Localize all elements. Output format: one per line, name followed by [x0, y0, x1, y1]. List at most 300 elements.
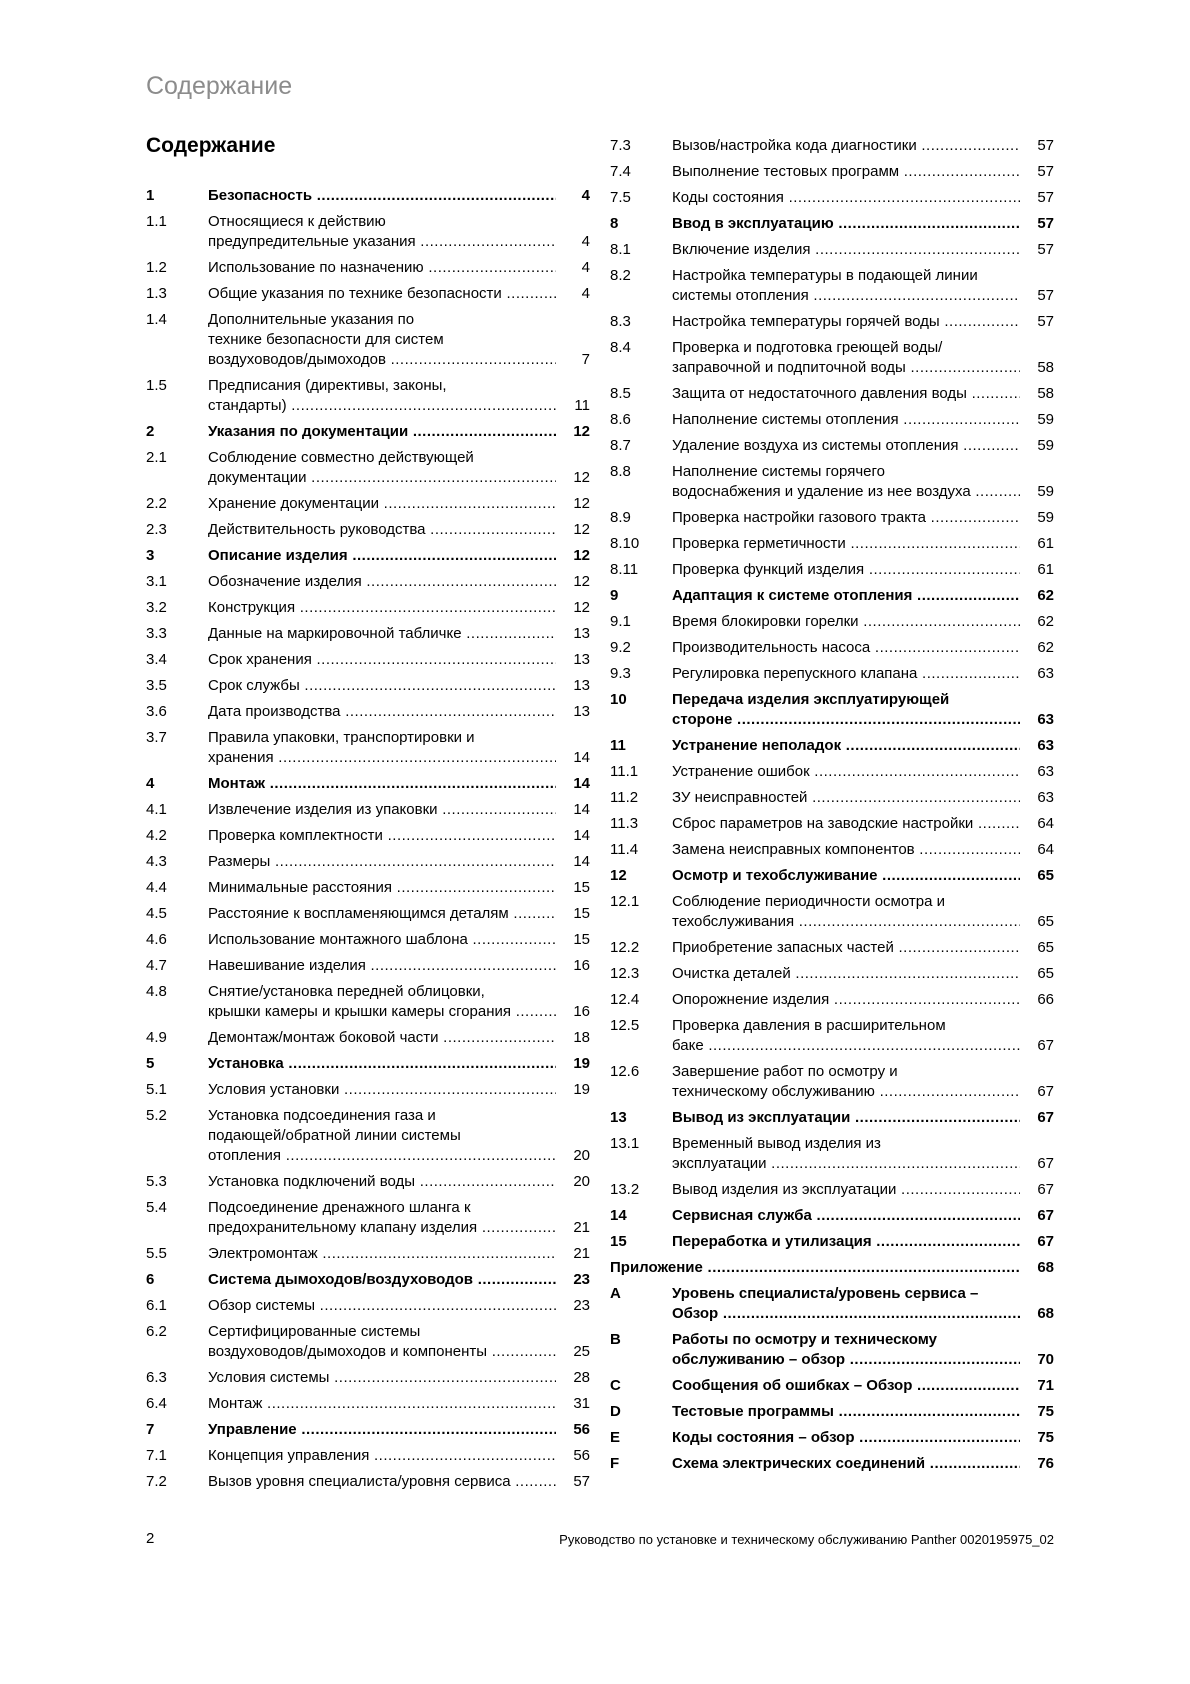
toc-entry-number: 6.1: [146, 1297, 167, 1314]
toc-entry-page: 57: [1024, 162, 1054, 182]
toc-entry[interactable]: [146, 1368, 590, 1388]
toc-entry-page: 68: [1024, 1304, 1054, 1324]
toc-entry-title: Соблюдение периодичности осмотра и: [672, 893, 945, 910]
toc-entry-title: Дополнительные указания по: [208, 311, 415, 328]
toc-left-column: [146, 186, 590, 1498]
toc-entry[interactable]: [610, 1134, 1054, 1174]
toc-entry-number: 13.2: [610, 1181, 640, 1198]
toc-entry-number: 2: [146, 423, 155, 440]
toc-entry-page: 68: [1024, 1258, 1054, 1278]
toc-entry[interactable]: [610, 788, 1054, 808]
toc-entry[interactable]: [146, 1172, 590, 1192]
toc-entry-page: 75: [1024, 1402, 1054, 1422]
toc-entry-title: Вывод изделия из эксплуатации .....: [672, 1180, 1020, 1200]
toc-entry-page: 20: [560, 1146, 590, 1166]
toc-entry-number: 3.5: [146, 677, 167, 694]
toc-entry[interactable]: [610, 1062, 1054, 1102]
toc-entry[interactable]: [610, 1376, 1054, 1396]
toc-entry[interactable]: [610, 1258, 1054, 1278]
toc-entry-page: 14: [560, 800, 590, 820]
toc-entry[interactable]: [146, 930, 590, 950]
toc-entry-number: 2.1: [146, 449, 167, 466]
toc-entry[interactable]: [610, 690, 1054, 730]
toc-entry[interactable]: [146, 598, 590, 618]
toc-entry-page: 59: [1024, 436, 1054, 456]
toc-entry[interactable]: [146, 826, 590, 846]
toc-entry-page: 67: [1024, 1108, 1054, 1128]
toc-entry-title: Очистка деталей .....: [672, 964, 1020, 984]
toc-entry-title: Передача изделия эксплуатирующей: [672, 691, 950, 708]
toc-entry-page: 57: [1024, 214, 1054, 234]
toc-entry-page: 67: [1024, 1082, 1054, 1102]
toc-entry-page: 57: [1024, 286, 1054, 306]
toc-entry-title: Данные на маркировочной табличке .....: [208, 624, 556, 644]
toc-entry-title: Настройка температуры в подающей линии: [672, 267, 978, 284]
toc-entry[interactable]: [146, 982, 590, 1022]
toc-entry[interactable]: [610, 1180, 1054, 1200]
toc-entry[interactable]: [146, 494, 590, 514]
toc-entry-page: 56: [560, 1420, 590, 1440]
toc-entry-title: Включение изделия .....: [672, 240, 1020, 260]
toc-entry-title: эксплуатации .....: [672, 1154, 1020, 1174]
toc-entry[interactable]: [146, 1080, 590, 1100]
toc-entry-title: предупредительные указания .....: [208, 232, 556, 252]
toc-entry[interactable]: [610, 762, 1054, 782]
toc-entry-title: Сервисная служба .....: [672, 1206, 1020, 1226]
toc-entry-page: 62: [1024, 638, 1054, 658]
toc-entry-title: Проверка герметичности .....: [672, 534, 1020, 554]
toc-entry-title: Вызов уровня специалиста/уровня сервиса .....: [208, 1472, 556, 1492]
toc-entry-number: 12.2: [610, 939, 640, 956]
toc-entry-number: 6.3: [146, 1369, 167, 1386]
toc-entry-title: баке .....: [672, 1036, 1020, 1056]
toc-entry-page: 63: [1024, 788, 1054, 808]
page-header-title: Содержание: [146, 72, 293, 100]
toc-entry-title: Электромонтаж .....: [208, 1244, 556, 1264]
toc-entry-page: 25: [560, 1342, 590, 1362]
toc-entry-number: 8.11: [610, 561, 639, 578]
toc-entry-title: Расстояние к воспламеняющимся деталям .....: [208, 904, 556, 924]
toc-entry-number: 11.2: [610, 789, 639, 806]
toc-entry-page: 16: [560, 1002, 590, 1022]
toc-entry[interactable]: [146, 774, 590, 794]
toc-entry[interactable]: [610, 938, 1054, 958]
toc-entry-title: Работы по осмотру и техническому: [672, 1331, 937, 1348]
toc-entry-page: 21: [560, 1244, 590, 1264]
toc-entry-title: Общие указания по технике безопасности .....: [208, 284, 556, 304]
toc-entry-number: 1.5: [146, 377, 167, 394]
toc-entry-page: 57: [560, 1472, 590, 1492]
toc-entry-number: 11.1: [610, 763, 639, 780]
toc-entry-number: 12.4: [610, 991, 640, 1008]
toc-entry-title: отопления .....: [208, 1146, 556, 1166]
toc-entry[interactable]: [146, 1420, 590, 1440]
toc-entry-number: 10: [610, 691, 627, 708]
toc-entry[interactable]: [610, 188, 1054, 208]
toc-entry-number: 8.6: [610, 411, 631, 428]
toc-entry-title: Обзор .....: [672, 1304, 1020, 1324]
toc-entry[interactable]: [610, 964, 1054, 984]
toc-entry-title: Производительность насоса .....: [672, 638, 1020, 658]
toc-entry-title: заправочной и подпиточной воды .....: [672, 358, 1020, 378]
toc-entry-number: 4.5: [146, 905, 167, 922]
toc-entry-title: Действительность руководства .....: [208, 520, 556, 540]
toc-entry-number: 7.2: [146, 1473, 167, 1490]
toc-entry-title: Регулировка перепускного клапана .....: [672, 664, 1020, 684]
toc-heading: Содержание: [146, 134, 276, 157]
toc-entry[interactable]: [610, 534, 1054, 554]
toc-entry-number: B: [610, 1331, 621, 1348]
toc-entry-page: 57: [1024, 188, 1054, 208]
toc-entry-page: 59: [1024, 410, 1054, 430]
toc-entry-title: Осмотр и техобслуживание .....: [672, 866, 1020, 886]
toc-entry[interactable]: [146, 1296, 590, 1316]
toc-entry-number: 6.4: [146, 1395, 167, 1412]
toc-entry[interactable]: [146, 1394, 590, 1414]
toc-entry-page: 14: [560, 774, 590, 794]
toc-entry-title: Извлечение изделия из упаковки .....: [208, 800, 556, 820]
toc-entry-title: предохранительному клапану изделия .....: [208, 1218, 556, 1238]
toc-entry[interactable]: [610, 1232, 1054, 1252]
toc-entry[interactable]: [146, 1446, 590, 1466]
toc-entry-number: 5.5: [146, 1245, 167, 1262]
toc-entry-title: техническому обслуживанию .....: [672, 1082, 1020, 1102]
toc-entry-page: 12: [560, 468, 590, 488]
toc-entry[interactable]: [146, 186, 590, 206]
toc-entry[interactable]: [610, 240, 1054, 260]
toc-entry-page: 23: [560, 1296, 590, 1316]
toc-right-column: [610, 136, 1054, 1480]
toc-entry[interactable]: [146, 1198, 590, 1238]
toc-entry-page: 67: [1024, 1036, 1054, 1056]
toc-entry-title: Проверка давления в расширительном: [672, 1017, 946, 1034]
toc-entry-number: 1: [146, 187, 155, 204]
toc-entry-title: Наполнение системы отопления .....: [672, 410, 1020, 430]
toc-entry[interactable]: [610, 136, 1054, 156]
toc-entry[interactable]: [610, 1206, 1054, 1226]
toc-entry[interactable]: [146, 624, 590, 644]
toc-entry-page: 65: [1024, 938, 1054, 958]
toc-entry[interactable]: [146, 702, 590, 722]
toc-entry-page: 28: [560, 1368, 590, 1388]
toc-entry-number: 1.2: [146, 259, 167, 276]
toc-entry-title: Система дымоходов/воздуховодов .....: [208, 1270, 556, 1290]
toc-entry-title: Выполнение тестовых программ .....: [672, 162, 1020, 182]
toc-entry-title: Описание изделия .....: [208, 546, 556, 566]
toc-entry-title: Размеры .....: [208, 852, 556, 872]
toc-entry[interactable]: [146, 258, 590, 278]
toc-entry-title: Опорожнение изделия .....: [672, 990, 1020, 1010]
toc-entry-number: 8.3: [610, 313, 631, 330]
toc-entry-number: 7.4: [610, 163, 631, 180]
toc-entry-page: 13: [560, 650, 590, 670]
toc-entry-page: 11: [560, 396, 590, 416]
toc-entry-title: Подсоединение дренажного шланга к: [208, 1199, 471, 1216]
toc-entry-number: 11.3: [610, 815, 639, 832]
toc-entry-page: 14: [560, 748, 590, 768]
toc-entry-page: 31: [560, 1394, 590, 1414]
toc-entry[interactable]: [610, 1454, 1054, 1474]
toc-entry-number: 8.2: [610, 267, 631, 284]
toc-entry[interactable]: [146, 1472, 590, 1492]
toc-entry-page: 63: [1024, 710, 1054, 730]
toc-entry-title: Установка подключений воды .....: [208, 1172, 556, 1192]
toc-entry-page: 19: [560, 1080, 590, 1100]
toc-entry[interactable]: [610, 664, 1054, 684]
toc-entry[interactable]: [146, 546, 590, 566]
toc-entry[interactable]: [146, 1322, 590, 1362]
toc-entry-title: Конструкция .....: [208, 598, 556, 618]
toc-entry-title: подающей/обратной линии системы: [208, 1127, 461, 1144]
toc-entry-page: 58: [1024, 384, 1054, 404]
toc-entry-title: Использование монтажного шаблона .....: [208, 930, 556, 950]
toc-entry-number: 3.4: [146, 651, 167, 668]
toc-entry-title: Вывод из эксплуатации .....: [672, 1108, 1020, 1128]
toc-entry[interactable]: [610, 1428, 1054, 1448]
toc-entry-page: 57: [1024, 136, 1054, 156]
toc-entry-number: 12.6: [610, 1063, 640, 1080]
toc-entry-page: 15: [560, 904, 590, 924]
toc-entry-number: 3: [146, 547, 155, 564]
toc-entry-title: Срок службы .....: [208, 676, 556, 696]
toc-entry[interactable]: [610, 840, 1054, 860]
toc-entry-title: Безопасность .....: [208, 186, 556, 206]
toc-entry-page: 23: [560, 1270, 590, 1290]
toc-entry[interactable]: [610, 990, 1054, 1010]
toc-entry[interactable]: [610, 736, 1054, 756]
toc-entry[interactable]: [610, 266, 1054, 306]
toc-entry-page: 15: [560, 930, 590, 950]
toc-entry-number: 7.1: [146, 1447, 167, 1464]
toc-entry[interactable]: [610, 214, 1054, 234]
toc-entry-title: технике безопасности для систем: [208, 331, 444, 348]
toc-entry-page: 71: [1024, 1376, 1054, 1396]
toc-entry-title: Обозначение изделия .....: [208, 572, 556, 592]
toc-entry[interactable]: [146, 422, 590, 442]
toc-entry-page: 63: [1024, 762, 1054, 782]
toc-entry-number: 5.3: [146, 1173, 167, 1190]
toc-entry[interactable]: [610, 312, 1054, 332]
toc-entry-title: Минимальные расстояния .....: [208, 878, 556, 898]
toc-entry-page: 12: [560, 422, 590, 442]
toc-entry-page: 63: [1024, 664, 1054, 684]
toc-entry-title: Тестовые программы .....: [672, 1402, 1020, 1422]
toc-entry-title: Монтаж .....: [208, 774, 556, 794]
toc-entry-page: 62: [1024, 612, 1054, 632]
toc-entry[interactable]: [146, 212, 590, 252]
toc-entry-number: 8.8: [610, 463, 631, 480]
toc-entry[interactable]: [146, 728, 590, 768]
toc-entry-page: 12: [560, 520, 590, 540]
toc-entry-title: Предписания (директивы, законы,: [208, 377, 447, 394]
toc-entry-page: 16: [560, 956, 590, 976]
toc-entry-number: 4.6: [146, 931, 167, 948]
toc-entry[interactable]: [146, 284, 590, 304]
toc-entry-number: 8.7: [610, 437, 631, 454]
toc-entry-title: Управление .....: [208, 1420, 556, 1440]
toc-entry-number: 8: [610, 215, 619, 232]
toc-entry-title: Приложение .....: [610, 1258, 1020, 1278]
toc-entry-number: 8.10: [610, 535, 640, 552]
toc-entry-page: 62: [1024, 586, 1054, 606]
toc-entry-title: Устранение ошибок .....: [672, 762, 1020, 782]
toc-entry-page: 12: [560, 572, 590, 592]
toc-entry-title: Условия системы .....: [208, 1368, 556, 1388]
toc-entry[interactable]: [146, 310, 590, 370]
toc-entry[interactable]: [610, 162, 1054, 182]
toc-entry[interactable]: [610, 892, 1054, 932]
toc-entry-page: 4: [560, 258, 590, 278]
toc-entry-title: Указания по документации .....: [208, 422, 556, 442]
toc-entry-number: 13.1: [610, 1135, 640, 1152]
toc-entry[interactable]: [146, 520, 590, 540]
toc-entry-title: Уровень специалиста/уровень сервиса –: [672, 1285, 979, 1302]
toc-entry-page: 21: [560, 1218, 590, 1238]
toc-entry[interactable]: [610, 384, 1054, 404]
toc-entry[interactable]: [610, 1402, 1054, 1422]
toc-entry-number: 11: [610, 737, 626, 754]
toc-entry[interactable]: [610, 612, 1054, 632]
toc-entry-title: хранения .....: [208, 748, 556, 768]
toc-entry-number: 4.9: [146, 1029, 167, 1046]
toc-entry-number: 4.1: [146, 801, 167, 818]
toc-entry-title: Соблюдение совместно действующей: [208, 449, 474, 466]
toc-entry-title: Замена неисправных компонентов .....: [672, 840, 1020, 860]
toc-entry[interactable]: [146, 676, 590, 696]
toc-entry-number: 8.5: [610, 385, 631, 402]
toc-entry[interactable]: [146, 800, 590, 820]
toc-entry-page: 58: [1024, 358, 1054, 378]
toc-entry[interactable]: [610, 814, 1054, 834]
toc-entry-page: 76: [1024, 1454, 1054, 1474]
toc-entry-title: Дата производства .....: [208, 702, 556, 722]
toc-entry[interactable]: [610, 1016, 1054, 1056]
toc-entry[interactable]: [146, 1244, 590, 1264]
toc-entry[interactable]: [146, 878, 590, 898]
toc-entry[interactable]: [146, 1270, 590, 1290]
toc-entry-title: Наполнение системы горячего: [672, 463, 885, 480]
toc-entry[interactable]: [146, 1106, 590, 1166]
toc-entry[interactable]: [610, 508, 1054, 528]
toc-entry-page: 15: [560, 878, 590, 898]
toc-entry-page: 57: [1024, 240, 1054, 260]
toc-entry-number: D: [610, 1403, 621, 1420]
toc-entry-number: C: [610, 1377, 621, 1394]
toc-entry[interactable]: [146, 650, 590, 670]
toc-entry[interactable]: [146, 1054, 590, 1074]
toc-entry-title: Сообщения об ошибках – Обзор .....: [672, 1376, 1020, 1396]
toc-entry-number: 8.1: [610, 241, 631, 258]
toc-entry-page: 59: [1024, 508, 1054, 528]
toc-entry-page: 61: [1024, 534, 1054, 554]
toc-entry-number: 14: [610, 1207, 627, 1224]
toc-entry-number: 2.2: [146, 495, 167, 512]
toc-entry-title: Относящиеся к действию: [208, 213, 386, 230]
toc-entry[interactable]: [610, 638, 1054, 658]
toc-entry-number: 3.2: [146, 599, 167, 616]
toc-entry-page: 61: [1024, 560, 1054, 580]
toc-entry-number: 2.3: [146, 521, 167, 538]
toc-entry-number: 4: [146, 775, 155, 792]
toc-entry[interactable]: [610, 436, 1054, 456]
toc-entry[interactable]: [146, 852, 590, 872]
toc-entry-number: 4.7: [146, 957, 167, 974]
toc-entry-number: 5: [146, 1055, 155, 1072]
toc-entry-number: 3.1: [146, 573, 167, 590]
toc-entry-page: 13: [560, 676, 590, 696]
toc-entry[interactable]: [610, 866, 1054, 886]
toc-entry-page: 65: [1024, 964, 1054, 984]
toc-entry-title: Проверка комплектности .....: [208, 826, 556, 846]
toc-entry[interactable]: [610, 410, 1054, 430]
toc-entry-page: 19: [560, 1054, 590, 1074]
toc-entry-number: 3.6: [146, 703, 167, 720]
toc-entry[interactable]: [146, 448, 590, 488]
toc-entry-number: 12: [610, 867, 627, 884]
toc-entry-page: 13: [560, 702, 590, 722]
toc-entry[interactable]: [610, 1108, 1054, 1128]
toc-entry-title: Приобретение запасных частей .....: [672, 938, 1020, 958]
toc-entry-number: 5.1: [146, 1081, 167, 1098]
toc-entry-title: воздуховодов/дымоходов .....: [208, 350, 556, 370]
toc-entry-title: стороне .....: [672, 710, 1020, 730]
toc-entry-title: Снятие/установка передней облицовки,: [208, 983, 485, 1000]
toc-entry-page: 4: [560, 284, 590, 304]
toc-entry-number: 7.3: [610, 137, 631, 154]
toc-entry[interactable]: [146, 904, 590, 924]
toc-entry-number: 9.3: [610, 665, 631, 682]
toc-entry-title: Монтаж .....: [208, 1394, 556, 1414]
toc-entry-page: 64: [1024, 840, 1054, 860]
toc-entry-number: 13: [610, 1109, 627, 1126]
toc-entry[interactable]: [610, 1284, 1054, 1324]
toc-entry-number: F: [610, 1455, 620, 1472]
toc-entry-number: A: [610, 1285, 621, 1302]
toc-entry-number: 4.4: [146, 879, 167, 896]
toc-entry-page: 75: [1024, 1428, 1054, 1448]
toc-entry[interactable]: [610, 338, 1054, 378]
toc-entry-title: Проверка функций изделия .....: [672, 560, 1020, 580]
toc-entry-title: Хранение документации .....: [208, 494, 556, 514]
toc-entry-title: Правила упаковки, транспортировки и: [208, 729, 475, 746]
toc-entry[interactable]: [610, 1330, 1054, 1370]
toc-entry-title: Демонтаж/монтаж боковой части .....: [208, 1028, 556, 1048]
toc-entry-title: Сброс параметров на заводские настройки .....: [672, 814, 1020, 834]
toc-entry[interactable]: [610, 586, 1054, 606]
toc-entry-title: Коды состояния .....: [672, 188, 1020, 208]
toc-entry-title: Время блокировки горелки .....: [672, 612, 1020, 632]
toc-entry-page: 59: [1024, 482, 1054, 502]
toc-entry-title: Установка подсоединения газа и: [208, 1107, 436, 1124]
toc-entry[interactable]: [146, 956, 590, 976]
toc-entry-page: 67: [1024, 1154, 1054, 1174]
toc-entry-title: Адаптация к системе отопления .....: [672, 586, 1020, 606]
toc-entry-title: Навешивание изделия .....: [208, 956, 556, 976]
toc-entry[interactable]: [146, 1028, 590, 1048]
toc-entry-number: 12.5: [610, 1017, 640, 1034]
footer-document-title: Руководство по установке и техническому обслуживанию Panther 0020195975_02: [559, 1532, 1054, 1547]
footer-page-number: 2: [146, 1530, 155, 1547]
toc-entry-number: 4.8: [146, 983, 167, 1000]
toc-entry-title: Срок хранения .....: [208, 650, 556, 670]
toc-entry[interactable]: [610, 462, 1054, 502]
toc-entry[interactable]: [146, 376, 590, 416]
toc-entry[interactable]: [610, 560, 1054, 580]
toc-entry-title: Использование по назначению .....: [208, 258, 556, 278]
toc-entry[interactable]: [146, 572, 590, 592]
toc-entry-number: 1.1: [146, 213, 167, 230]
toc-entry-title: Завершение работ по осмотру и: [672, 1063, 898, 1080]
